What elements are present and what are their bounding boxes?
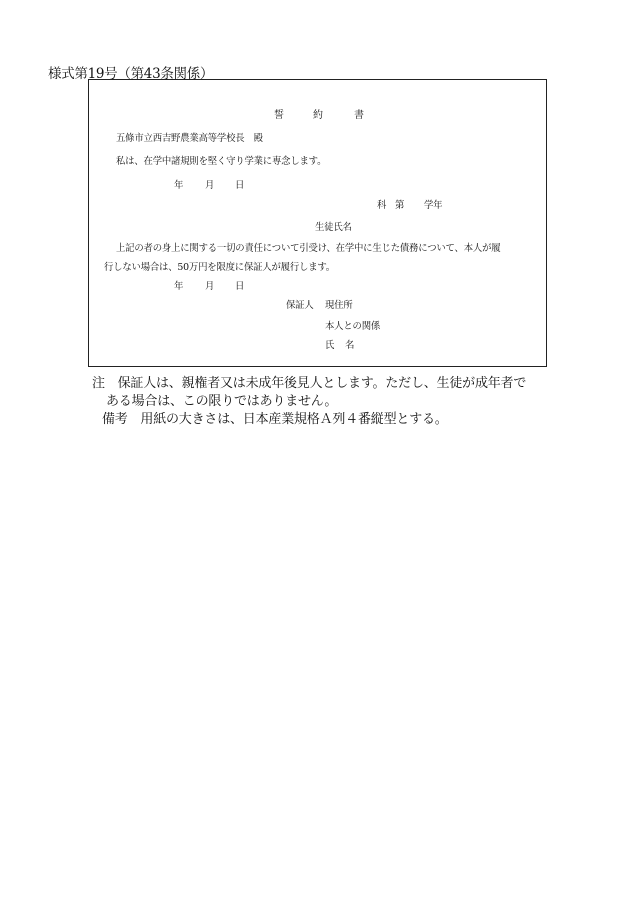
date-year-1: 年 [174, 180, 184, 191]
form-heading: 様式第19号（第43条関係） [48, 66, 214, 82]
class-grade: 学年 [424, 200, 443, 211]
guarantee-text-line1: 上記の者の身上に関する一切の責任について引受け、在学中に生じた債務について、本人が履 [116, 243, 501, 254]
addressee: 五條市立西吉野農業高等学校長 殿 [116, 133, 263, 144]
pledge-statement: 私は、在学中諸規則を堅く守り学業に専念します。 [116, 156, 327, 167]
title-char-1: 誓 [274, 110, 284, 121]
class-number: 第 [395, 200, 405, 211]
note-line2: ある場合は、この限りではありません。 [106, 394, 338, 409]
date-day-2: 日 [235, 281, 245, 292]
date-day-1: 日 [235, 180, 245, 191]
date-month-1: 月 [205, 180, 215, 191]
class-course: 科 [377, 200, 387, 211]
guarantor-address-label: 現住所 [325, 300, 353, 311]
note-line1: 注 保証人は、親権者又は未成年後見人とします。ただし、生徒が成年者で [92, 376, 527, 391]
guarantee-text-line2: 行しない場合は、50万円を限度に保証人が履行します。 [104, 262, 335, 273]
name-label-2: 名 [345, 340, 355, 351]
name-label-1: 氏 [325, 340, 335, 351]
student-name-label: 生徒氏名 [315, 222, 352, 233]
title-char-2: 約 [313, 110, 323, 121]
remark: 備考 用紙の大きさは、日本産業規格Ａ列４番縦型とする。 [102, 412, 448, 427]
guarantor-label: 保証人 [286, 300, 314, 311]
date-month-2: 月 [205, 281, 215, 292]
date-year-2: 年 [174, 281, 184, 292]
title-char-3: 書 [354, 110, 364, 121]
relationship-label: 本人との関係 [325, 321, 381, 332]
